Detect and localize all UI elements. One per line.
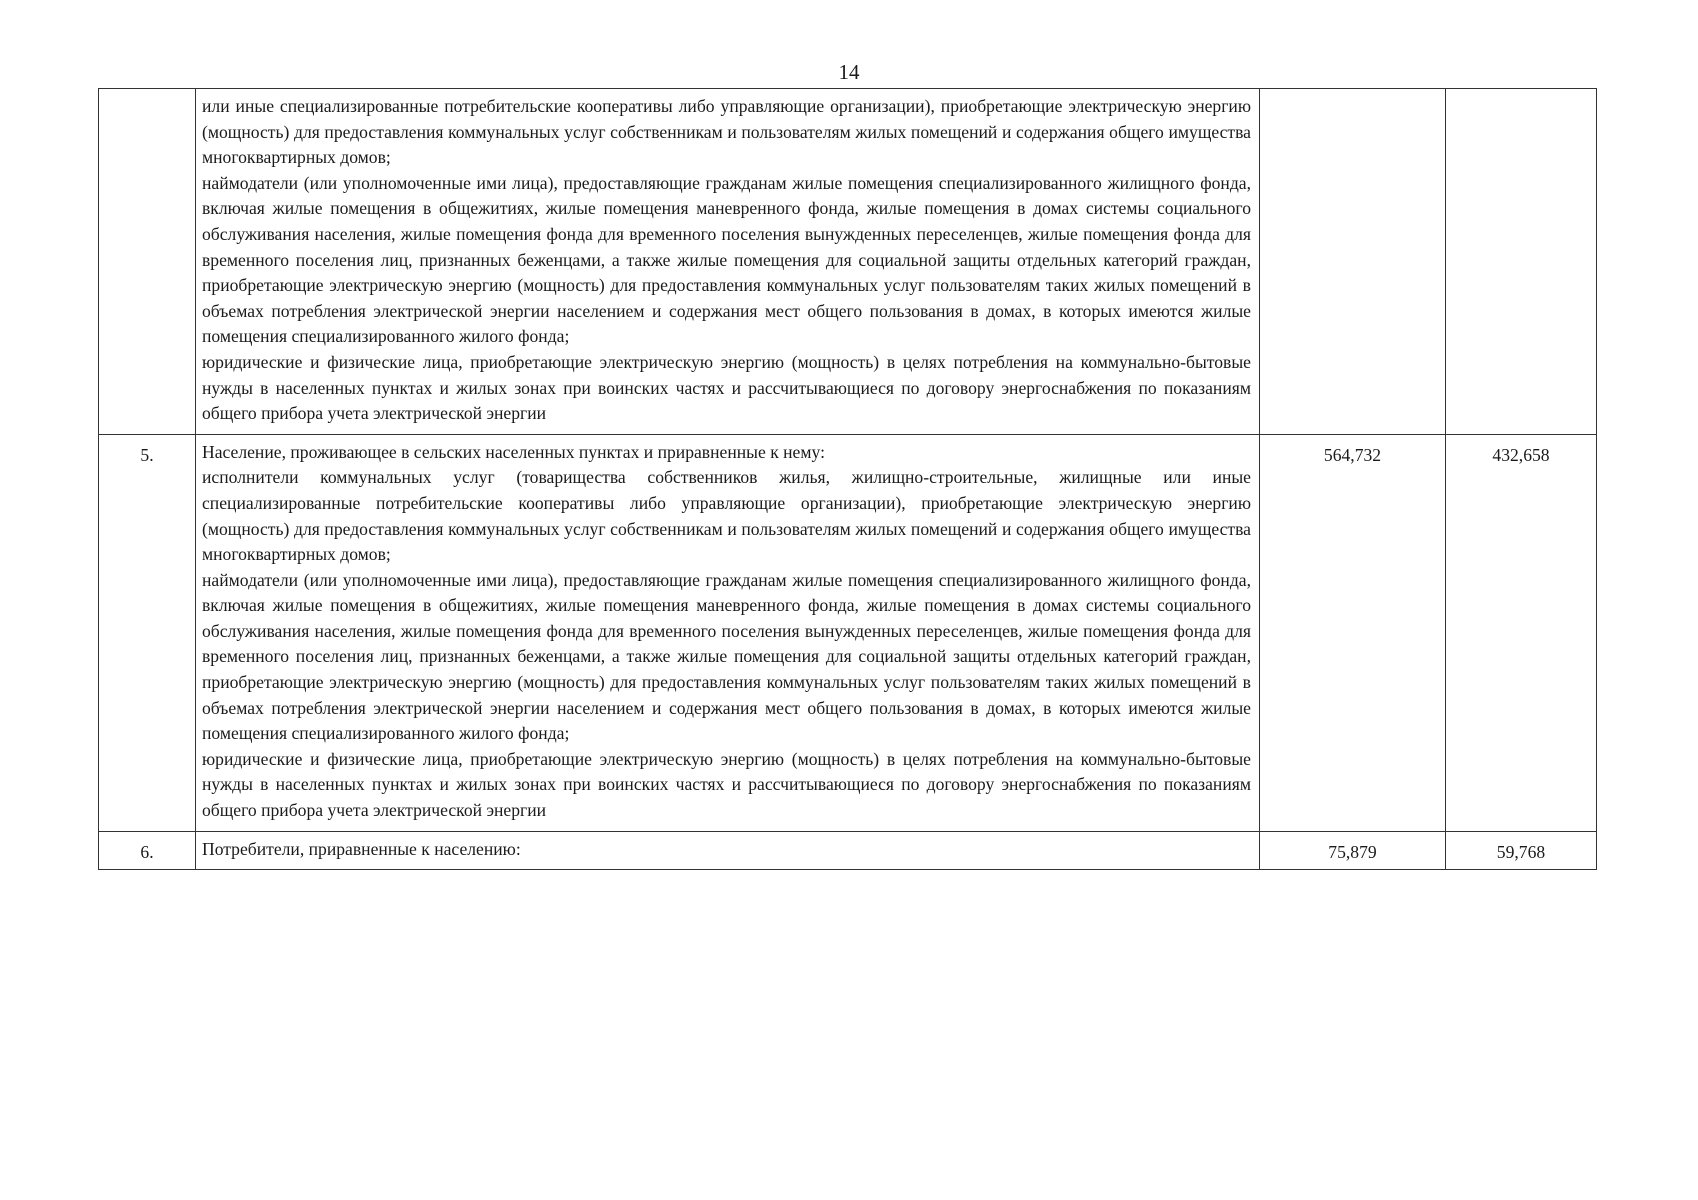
row-number: 5. <box>99 434 196 831</box>
table-row <box>99 89 1597 435</box>
table-row <box>99 831 1597 870</box>
description-paragraph: Потребители, приравненные к населению: <box>202 838 521 859</box>
tariff-value-1 <box>1260 89 1446 435</box>
tariff-value-1: 75,879 <box>1260 831 1446 870</box>
row-number: 6. <box>99 831 196 870</box>
consumer-description <box>196 89 1260 435</box>
description-paragraph: юридические и физические лица, приобретающие электрическую энергию (мощность) в целях потребления на коммунально-бытовые нужды в населенных пунктах и жилых зонах при воинских частях и рассчитывающиеся по договору энергоснабжения по показаниям общего прибора учета электрической энергии <box>202 748 1251 821</box>
description-paragraph: Население, проживающее в сельских населенных пунктах и приравненные к нему: <box>202 441 825 462</box>
tariff-value-2 <box>1446 89 1597 435</box>
page-number: 14 <box>838 60 860 84</box>
table-row <box>99 434 1597 831</box>
consumer-description <box>196 434 1260 831</box>
description-paragraph: наймодатели (или уполномоченные ими лица), предоставляющие гражданам жилые помещения специализированного жилищного фонда, включая жилые помещения в общежитиях, жилые помещения маневренного фонда, жилые помещения в домах системы социального обслуживания населения, жилые помещения фонда для временного поселения вынужденных переселенцев, жилые помещения фонда для временного поселения лиц, признанных беженцами, а также жилые помещения для социальной защиты отдельных категорий граждан, приобретающие электрическую энергию (мощность) для предоставления коммунальных услуг пользователям таких жилых помещений в объемах потребления электрической энергии населением и содержания мест общего пользования в домах, в которых имеются жилые помещения специализированного жилого фонда; <box>202 172 1251 347</box>
tariff-value-1: 564,732 <box>1260 434 1446 831</box>
description-paragraph: исполнители коммунальных услуг (товарищества собственников жилья, жилищно-строительные, жилищные или иные специализированные потребительские кооперативы либо управляющие организации), приобретающие электрическую энергию (мощность) для предоставления коммунальных услуг собственникам и пользователям жилых помещений и содержания общего имущества многоквартирных домов; <box>202 467 1251 565</box>
description-paragraph: юридические и физические лица, приобретающие электрическую энергию (мощность) в целях потребления на коммунально-бытовые нужды в населенных пунктах и жилых зонах при воинских частях и рассчитывающиеся по договору энергоснабжения по показаниям общего прибора учета электрической энергии <box>202 351 1251 424</box>
tariff-table <box>98 88 1597 870</box>
tariff-value-2: 59,768 <box>1446 831 1597 870</box>
tariff-value-2: 432,658 <box>1446 434 1597 831</box>
consumer-description <box>196 831 1260 870</box>
description-paragraph: или иные специализированные потребительские кооперативы либо управляющие организации), приобретающие электрическую энергию (мощность) для предоставления коммунальных услуг собственникам и пользователям жилых помещений и содержания общего имущества многоквартирных домов; <box>202 96 1251 168</box>
row-number <box>99 89 196 435</box>
description-paragraph: наймодатели (или уполномоченные ими лица), предоставляющие гражданам жилые помещения специализированного жилищного фонда, включая жилые помещения в общежитиях, жилые помещения маневренного фонда, жилые помещения в домах системы социального обслуживания населения, жилые помещения фонда для временного поселения вынужденных переселенцев, жилые помещения фонда для временного поселения лиц, признанных беженцами, а также жилые помещения для социальной защиты отдельных категорий граждан, приобретающие электрическую энергию (мощность) для предоставления коммунальных услуг пользователям таких жилых помещений в объемах потребления электрической энергии населением и содержания мест общего пользования в домах, в которых имеются жилые помещения специализированного жилого фонда; <box>202 569 1251 744</box>
